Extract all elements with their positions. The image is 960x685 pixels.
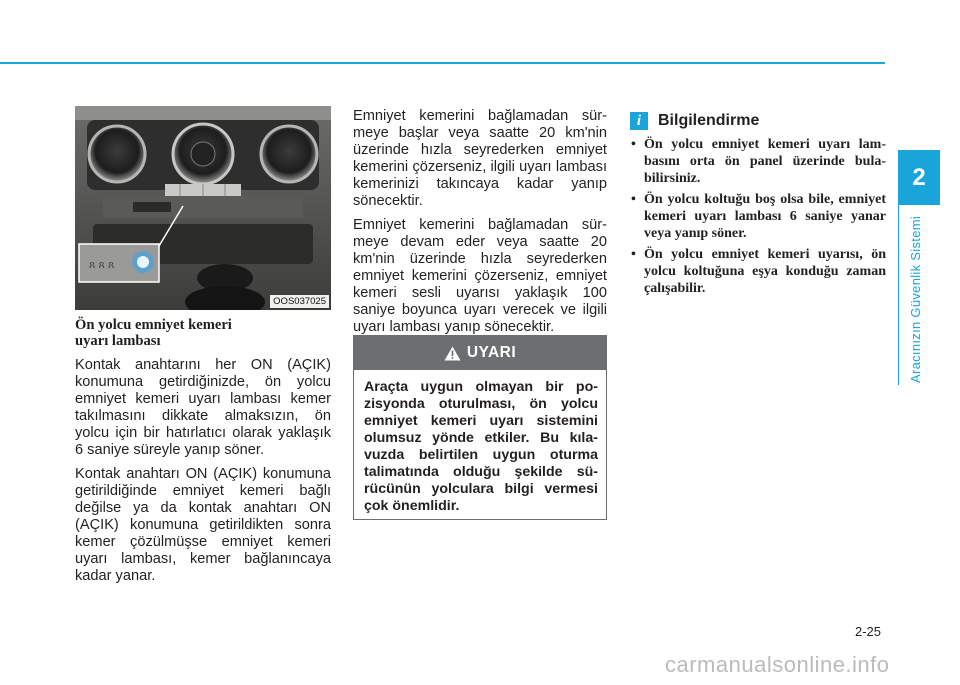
- dashboard-photo: [75, 106, 331, 310]
- info-bullet: • Ön yolcu emniyet kemeri uyarısı, ön yolcu koltuğuna eşya konduğu zaman çalışabilir.: [631, 247, 886, 296]
- chapter-tab: [898, 150, 940, 205]
- page-number: 2-25: [855, 624, 882, 639]
- info-bullet-text: Ön yolcu koltuğu boş olsa bile, emniyet kemeri uyarı lambası 6 saniye yanar veya yanıp söner.: [644, 192, 886, 241]
- warning-box: [353, 335, 607, 520]
- info-icon: i: [630, 112, 648, 130]
- left-paragraph-1: Kontak anahtarını her ON (AÇIK) konumuna getirdiğinizde, ön yolcu emniyet kemeri uyarı lambası kemer takılmasını dikkate almaksızın, ön yolcu için bir hatırlatıcı olarak yaklaşık 6 saniye süreyle yanıp söner.: [75, 357, 331, 458]
- section-heading-line1: Ön yolcu emniyet kemeri: [75, 317, 232, 333]
- top-rule: [0, 62, 885, 64]
- warning-title: UYARI: [466, 344, 517, 361]
- right-knob: [261, 126, 317, 182]
- info-bullet-text: Ön yolcu emniyet kemeri uyarısı, ön yolcu koltuğuna eşya konduğu zaman çalışabilir.: [644, 247, 886, 296]
- left-column: [75, 317, 331, 592]
- info-bullet: • Ön yolcu emniyet kemeri uyarı lambasını orta ön panel üzerinde bulabilirsiniz.: [631, 137, 886, 186]
- section-heading-line2: uyarı lambası: [75, 333, 161, 349]
- info-bullet-list: [630, 136, 886, 301]
- section-heading: [75, 317, 331, 349]
- info-bullet: • Ön yolcu koltuğu boş olsa bile, emniyet kemeri uyarı lambası 6 saniye yanar veya yanıp söner.: [631, 192, 886, 241]
- watermark: carmanualsonline.info: [665, 652, 890, 677]
- left-paragraph-2: Kontak anahtarı ON (AÇIK) konumuna getirildiğinde emniyet kemeri bağlı değilse ya da kontak anahtarı ON (AÇIK) konumuna getirildikten sonra kemer çözülmüşse emniyet kemeri uyarı lambası, kemer bağlanıncaya kadar yanar.: [75, 466, 331, 584]
- left-knob: [89, 126, 145, 182]
- middle-paragraph-2: Emniyet kemerini bağlamadan sürmeye devam eder veya saatte 20 km'nin üzerinde hızla seyrederken emniyet kemerini çözerseniz, emniyet kemeri sesli uyarısı yaklaşık 100 saniye boyunca uyarı verecek ve ilgili uyarı lambası yanıp sönecektir.: [353, 217, 607, 335]
- warning-header: [354, 336, 606, 370]
- info-bullet-text: Ön yolcu emniyet kemeri uyarı lambasını orta ön panel üzerinde bulabilirsiniz.: [644, 137, 886, 186]
- svg-text:ጸ ጸ ጸ: ጸ ጸ ጸ: [89, 259, 115, 271]
- seatbelt-warning-icon: [137, 256, 149, 268]
- middle-paragraph-1: Emniyet kemerini bağlamadan sürmeye başlar veya saatte 20 km'nin üzerinde hızla seyrederken emniyet kemerini çözerseniz, ilgili uyarı lambası kemerinizi takıncaya kadar yanıp sönecektir.: [353, 108, 607, 209]
- chapter-divider: [898, 205, 899, 385]
- middle-column: [353, 108, 607, 343]
- info-title: Bilgilendirme: [658, 112, 760, 129]
- warning-body: Araçta uygun olmayan bir pozisyonda oturulması, ön yolcu emniyet kemeri uyarı sistemini olumsuz yönde etkiler. Bu kılavuzda belirtilen uygun oturma talimatında olduğu şekilde sürücünün yolculara bilgi vermesi çok önemlidir.: [364, 379, 598, 514]
- figure-code: OOS037025: [270, 295, 329, 308]
- chapter-title-wrap: [908, 215, 928, 385]
- info-header: [630, 112, 759, 130]
- chapter-number: 2: [912, 163, 926, 191]
- chapter-title: Aracınızın Güvenlik Sistemi: [908, 215, 923, 383]
- warning-triangle-icon: [444, 346, 461, 361]
- dashboard-illustration: [75, 106, 331, 310]
